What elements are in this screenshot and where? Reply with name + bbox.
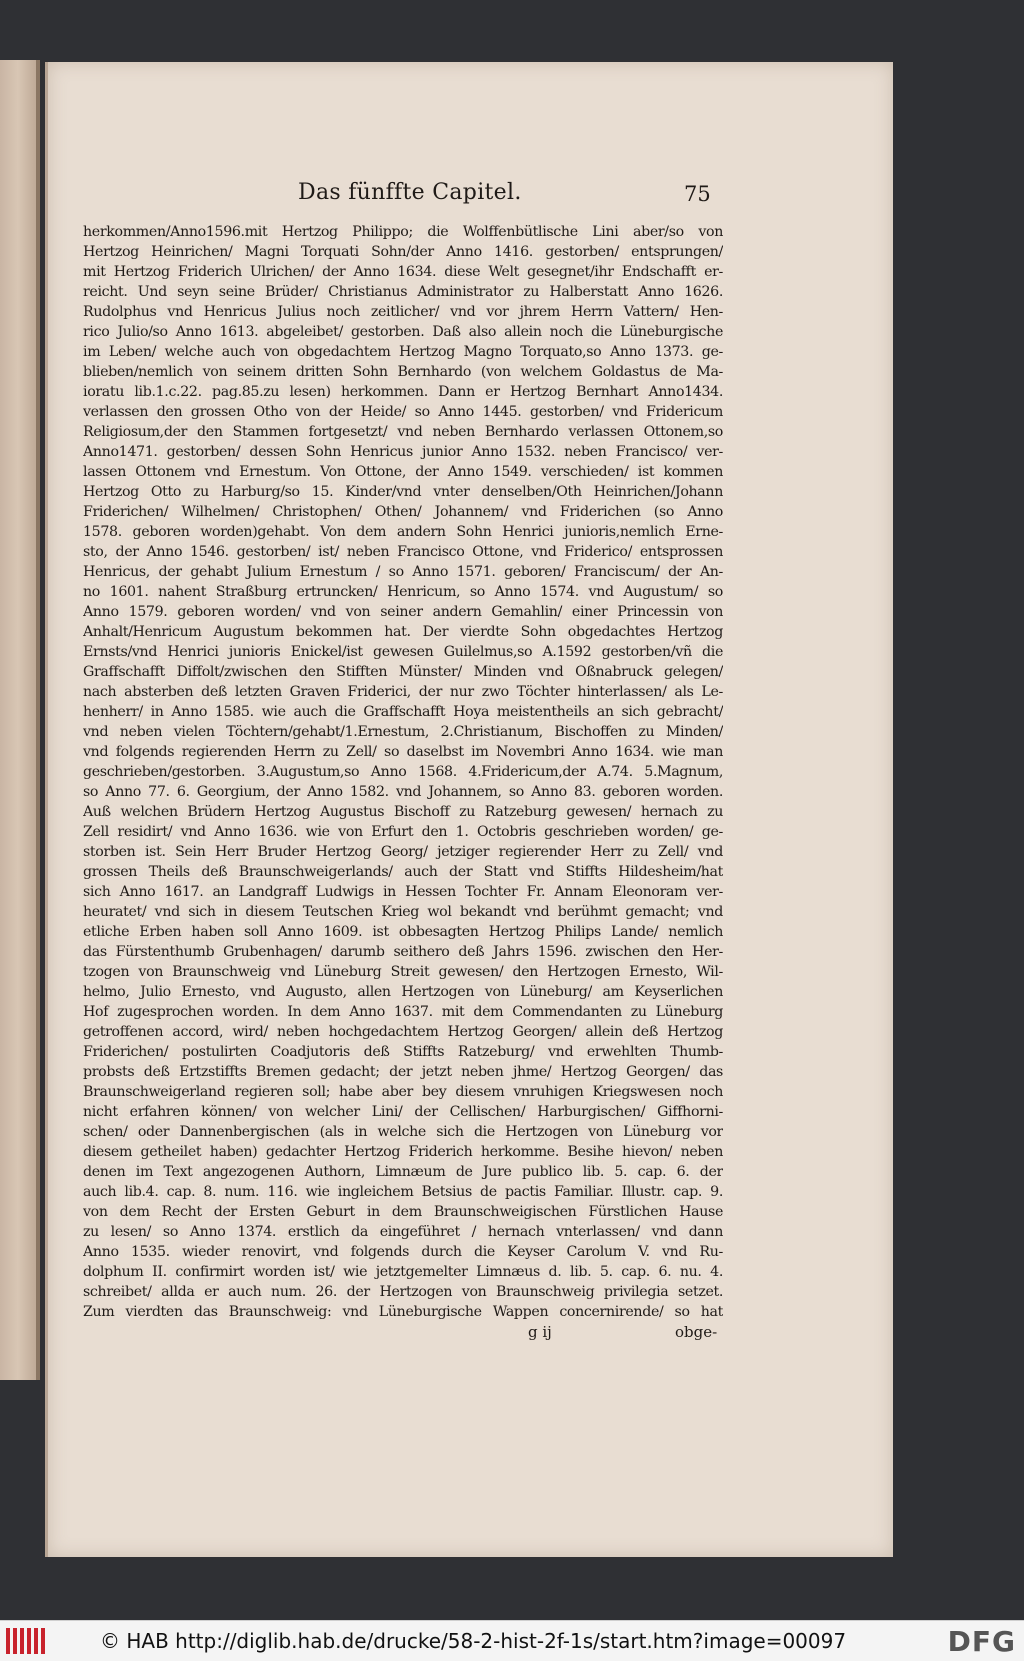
text-line: Auß welchen Brüdern Hertzog Augustus Bischoff zu Ratzeburg gewesen/ hernach zu — [83, 804, 723, 820]
text-line: nicht erfahren können/ von welcher Lini/ der Cellischen/ Harburgischen/ Giffhorni- — [83, 1104, 723, 1120]
text-line: storben ist. Sein Herr Bruder Hertzog Georg/ jetziger regierender Herr zu Zell/ vnd — [83, 844, 723, 860]
text-line: von dem Recht der Ersten Geburt in dem Braunschweigischen Fürstlichen Hause — [83, 1204, 723, 1220]
catchword: obge- — [675, 1323, 718, 1341]
text-line: vnd neben vielen Töchtern/gehabt/1.Ernestum, 2.Christianum, Bischoffen zu Minden/ — [83, 724, 723, 740]
text-line: vnd folgends regierenden Herrn zu Zell/ so daselbst im Novembri Anno 1634. wie man — [83, 744, 723, 760]
hab-logo-icon — [6, 1628, 48, 1654]
text-line: getroffenen accord, wird/ neben hochgedachtem Hertzog Georgen/ allein deß Hertzog — [83, 1024, 723, 1040]
text-line: probsts deß Ertzstiffts Bremen gedacht; der jetzt neben jhme/ Hertzog Georgen/ das — [83, 1064, 723, 1080]
text-line: lassen Ottonem vnd Ernestum. Von Ottone, der Anno 1549. verschieden/ ist kommen — [83, 464, 723, 480]
text-line: henherr/ in Anno 1585. wie auch die Graffschafft Hoya meistentheils an sich gebracht/ — [83, 704, 723, 720]
chapter-title: Das fünffte Capitel. — [298, 180, 522, 205]
book-page — [45, 62, 893, 1557]
page-number: 75 — [684, 182, 711, 206]
text-line: Hof zugesprochen worden. In dem Anno 1637. mit dem Commendanten zu Lüneburg — [83, 1004, 723, 1020]
text-line: 1578. geboren worden)gehabt. Von dem andern Sohn Henrici junioris,nemlich Erne- — [83, 524, 723, 540]
attribution-bar — [0, 1620, 1024, 1661]
text-line: Braunschweigerland regieren soll; habe aber bey diesem vnruhigen Kriegswesen noch — [83, 1084, 723, 1100]
text-line: auch lib.4. cap. 8. num. 116. wie ingleichem Betsius de pactis Familiar. Illustr. cap. 9. — [83, 1184, 723, 1200]
text-line: zu lesen/ so Anno 1374. erstlich da eingeführet / hernach vnterlassen/ vnd dann — [83, 1224, 723, 1240]
text-line: Rudolphus vnd Henricus Julius noch zeitlicher/ vnd vor jhrem Herrn Vattern/ Hen- — [83, 304, 723, 320]
text-line: Friderichen/ postulirten Coadjutoris deß Stiffts Ratzeburg/ vnd erwehlten Thumb- — [83, 1044, 723, 1060]
text-line: schen/ oder Dannenbergischen (als in welche sich die Hertzogen von Lüneburg vor — [83, 1124, 723, 1140]
text-line: Zell residirt/ vnd Anno 1636. wie von Erfurt den 1. Octobris geschrieben worden/ ge- — [83, 824, 723, 840]
text-line: nach absterben deß letzten Graven Friderici, der nur zwo Töchter hinterlassen/ als Le- — [83, 684, 723, 700]
text-line: helmo, Julio Ernesto, vnd Augusto, allen Hertzogen von Lüneburg/ am Keyserlichen — [83, 984, 723, 1000]
text-line: sich Anno 1617. an Landgraff Ludwigs in Hessen Tochter Fr. Annam Eleonoram ver- — [83, 884, 723, 900]
text-line: ioratu lib.1.c.22. pag.85.zu lesen) herkommen. Dann er Hertzog Bernhart Anno1434. — [83, 384, 723, 400]
text-line: verlassen den grossen Otho von der Heide/ so Anno 1445. gestorben/ vnd Fridericum — [83, 404, 723, 420]
text-line: diesem getheilet haben) gedachter Hertzog Friderich herkomme. Besihe hievon/ neben — [83, 1144, 723, 1160]
text-line: Graffschafft Diffolt/zwischen den Stifften Münster/ Minden vnd Oßnabruck gelegen/ — [83, 664, 723, 680]
text-line: im Leben/ welche auch von obgedachtem Hertzog Magno Torquato,so Anno 1373. ge- — [83, 344, 723, 360]
text-line: etliche Erben haben soll Anno 1609. ist obbesagten Hertzog Philips Lande/ nemlich — [83, 924, 723, 940]
body-text — [83, 222, 723, 1322]
text-line: grossen Theils deß Braunschweigerlands/ auch der Statt vnd Stiffts Hildesheim/hat — [83, 864, 723, 880]
text-line: denen im Text angezogenen Authorn, Limnæum de Jure publico lib. 5. cap. 6. der — [83, 1164, 723, 1180]
text-line: schreibet/ allda er auch num. 26. der Hertzogen von Braunschweig privilegia setzet. — [83, 1284, 723, 1300]
text-line: no 1601. nahent Straßburg ertruncken/ Henricum, so Anno 1574. vnd Augustum/ so — [83, 584, 723, 600]
text-line: Anno 1535. wieder renovirt, vnd folgends durch die Keyser Carolum V. vnd Ru- — [83, 1244, 723, 1260]
signature-mark: g ij — [528, 1323, 552, 1341]
text-line: Anhalt/Henricum Augustum bekommen hat. Der vierdte Sohn obgedachtes Hertzog — [83, 624, 723, 640]
dfg-logo: DFG — [947, 1625, 1016, 1658]
text-line: Anno 1579. geboren worden/ vnd von seiner andern Gemahlin/ einer Princessin von — [83, 604, 723, 620]
text-line: herkommen/Anno1596.mit Hertzog Philippo; die Wolffenbütlische Lini aber/so von — [83, 224, 723, 240]
text-line: dolphum II. confirmirt worden ist/ wie jetztgemelter Limnæus d. lib. 5. cap. 6. nu. 4. — [83, 1264, 723, 1280]
text-line: blieben/nemlich von seinem dritten Sohn Bernhardo (von welchem Goldastus de Ma- — [83, 364, 723, 380]
running-header — [48, 180, 893, 214]
text-line: heuratet/ vnd sich in diesem Teutschen Krieg wol bekandt vnd berühmt gemacht; vnd — [83, 904, 723, 920]
text-line: Hertzog Otto zu Harburg/so 15. Kinder/vnd vnter denselben/Oth Heinrichen/Johann — [83, 484, 723, 500]
text-line: sto, der Anno 1546. gestorben/ ist/ neben Francisco Ottone, vnd Friderico/ entsprossen — [83, 544, 723, 560]
text-line: so Anno 77. 6. Georgium, der Anno 1582. vnd Johannem, so Anno 83. geboren worden. — [83, 784, 723, 800]
text-line: Ernsts/vnd Henrici junioris Enickel/ist gewesen Guilelmus,so A.1592 gestorben/vñ die — [83, 644, 723, 660]
text-line: Friderichen/ Wilhelmen/ Christophen/ Othen/ Johannem/ vnd Friderichen (so Anno — [83, 504, 723, 520]
text-line: mit Hertzog Friderich Ulrichen/ der Anno 1634. diese Welt gesegnet/ihr Endschafft er- — [83, 264, 723, 280]
text-line: Religiosum,der den Stammen fortgesetzt/ vnd neben Bernhardo verlassen Ottonem,so — [83, 424, 723, 440]
text-line: das Fürstenthumb Grubenhagen/ darumb seithero deß Jahrs 1596. zwischen den Her- — [83, 944, 723, 960]
text-line: Zum vierdten das Braunschweig: vnd Lüneburgische Wappen concernirende/ so hat — [83, 1304, 723, 1320]
copyright-link[interactable]: © HAB http://diglib.hab.de/drucke/58-2-hist-2f-1s/start.htm?image=00097 — [100, 1629, 847, 1653]
text-line: rico Julio/so Anno 1613. abgeleibet/ gestorben. Daß also allein noch die Lüneburgische — [83, 324, 723, 340]
text-line: Anno1471. gestorben/ dessen Sohn Henricus junior Anno 1532. neben Francisco/ ver- — [83, 444, 723, 460]
text-line: reicht. Und seyn seine Brüder/ Christianus Administrator zu Halberstatt Anno 1626. — [83, 284, 723, 300]
text-line: Henricus, der gehabt Julium Ernestum / so Anno 1571. geboren/ Franciscum/ der An- — [83, 564, 723, 580]
previous-page-edge — [0, 60, 40, 1380]
text-line: geschrieben/gestorben. 3.Augustum,so Anno 1568. 4.Fridericum,der A.74. 5.Magnum, — [83, 764, 723, 780]
text-line: tzogen von Braunschweig vnd Lüneburg Streit gewesen/ den Hertzogen Ernesto, Wil- — [83, 964, 723, 980]
text-line: Hertzog Heinrichen/ Magni Torquati Sohn/der Anno 1416. gestorben/ entsprungen/ — [83, 244, 723, 260]
